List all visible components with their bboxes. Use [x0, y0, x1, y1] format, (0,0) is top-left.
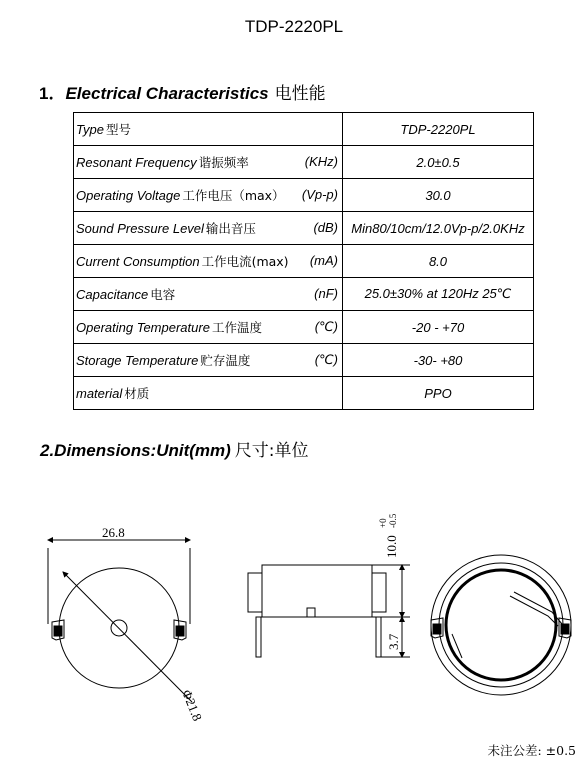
- spec-label-cell: [74, 245, 343, 278]
- height-tolerance-lower: -0.5: [388, 513, 398, 528]
- spec-unit: (Vp-p): [301, 187, 338, 202]
- spec-label: Resonant Frequency: [76, 155, 197, 170]
- spec-label-cn: 电容: [150, 287, 176, 302]
- spec-value: 8.0: [343, 245, 534, 278]
- electrical-characteristics-table: [73, 112, 534, 410]
- spec-row: [74, 377, 534, 410]
- spec-row: [74, 245, 534, 278]
- spec-value: 25.0±30% at 120Hz 25℃: [343, 278, 534, 311]
- spec-value: 30.0: [343, 179, 534, 212]
- spec-unit: (nF): [314, 286, 338, 301]
- spec-value: -20 - +70: [343, 311, 534, 344]
- spec-unit: (℃): [314, 352, 338, 367]
- spec-unit: (℃): [314, 319, 338, 334]
- spec-value: 2.0±0.5: [343, 146, 534, 179]
- section-electrical-heading: [39, 79, 326, 104]
- spec-label: Type: [76, 122, 104, 137]
- section-title: 2.Dimensions:Unit(mm): [40, 441, 231, 460]
- spec-value: TDP-2220PL: [343, 113, 534, 146]
- spec-row: [74, 146, 534, 179]
- top-view: [48, 540, 192, 702]
- spec-row: [74, 113, 534, 146]
- spec-label-cn: 工作电流(max): [201, 254, 289, 269]
- dimension-drawings: [0, 480, 588, 742]
- section-number: 1．: [39, 84, 66, 103]
- spec-value: Min80/10cm/12.0Vp-p/2.0KHz: [343, 212, 534, 245]
- tolerance-note: 未注公差: ±0.5: [487, 743, 576, 758]
- spec-value: PPO: [343, 377, 534, 410]
- spec-label: Operating Temperature: [76, 320, 210, 335]
- spec-row: [74, 344, 534, 377]
- spec-label-cn: 谐振频率: [198, 155, 249, 170]
- spec-unit: (KHz): [304, 154, 338, 169]
- height-dimension: 10.0: [384, 535, 399, 558]
- spec-label-cell: [74, 113, 343, 146]
- spec-label: Current Consumption: [76, 254, 200, 269]
- bottom-view: [431, 555, 571, 695]
- spec-label: Storage Temperature: [76, 353, 199, 368]
- section-dimensions-heading: [40, 436, 309, 461]
- spec-row: [74, 311, 534, 344]
- spec-label-cell: [74, 212, 343, 245]
- spec-label-cell: [74, 377, 343, 410]
- spec-label-cn: 工作温度: [211, 320, 262, 335]
- pin-length-dimension: 3.7: [386, 633, 401, 650]
- spec-label: material: [76, 386, 123, 401]
- spec-label-cn: 型号: [105, 122, 131, 137]
- width-dimension: 26.8: [102, 525, 125, 540]
- section-title-cn: 电性能: [274, 84, 326, 104]
- spec-label-cn: 工作电压（max）: [182, 188, 285, 203]
- diameter-dimension: Φ21.8: [179, 687, 206, 724]
- spec-value: -30- +80: [343, 344, 534, 377]
- section-title-cn: 尺寸:单位: [234, 441, 309, 461]
- spec-row: [74, 179, 534, 212]
- spec-label-cell: [74, 344, 343, 377]
- spec-row: [74, 212, 534, 245]
- section-title: Electrical Characteristics: [65, 84, 269, 103]
- spec-label-cell: [74, 146, 343, 179]
- spec-label-cell: [74, 311, 343, 344]
- spec-row: [74, 278, 534, 311]
- spec-label-cell: [74, 179, 343, 212]
- spec-label: Operating Voltage: [76, 188, 181, 203]
- spec-label-cell: [74, 278, 343, 311]
- spec-label: Capacitance: [76, 287, 149, 302]
- spec-label-cn: 贮存温度: [200, 353, 251, 368]
- spec-label-cn: 材质: [124, 386, 150, 401]
- spec-label-cn: 输出音压: [205, 221, 256, 236]
- spec-unit: (dB): [313, 220, 338, 235]
- document-title: TDP-2220PL: [244, 17, 344, 36]
- spec-unit: (mA): [309, 253, 338, 268]
- height-tolerance-upper: +0: [378, 518, 388, 528]
- spec-label: Sound Pressure Level: [76, 221, 204, 236]
